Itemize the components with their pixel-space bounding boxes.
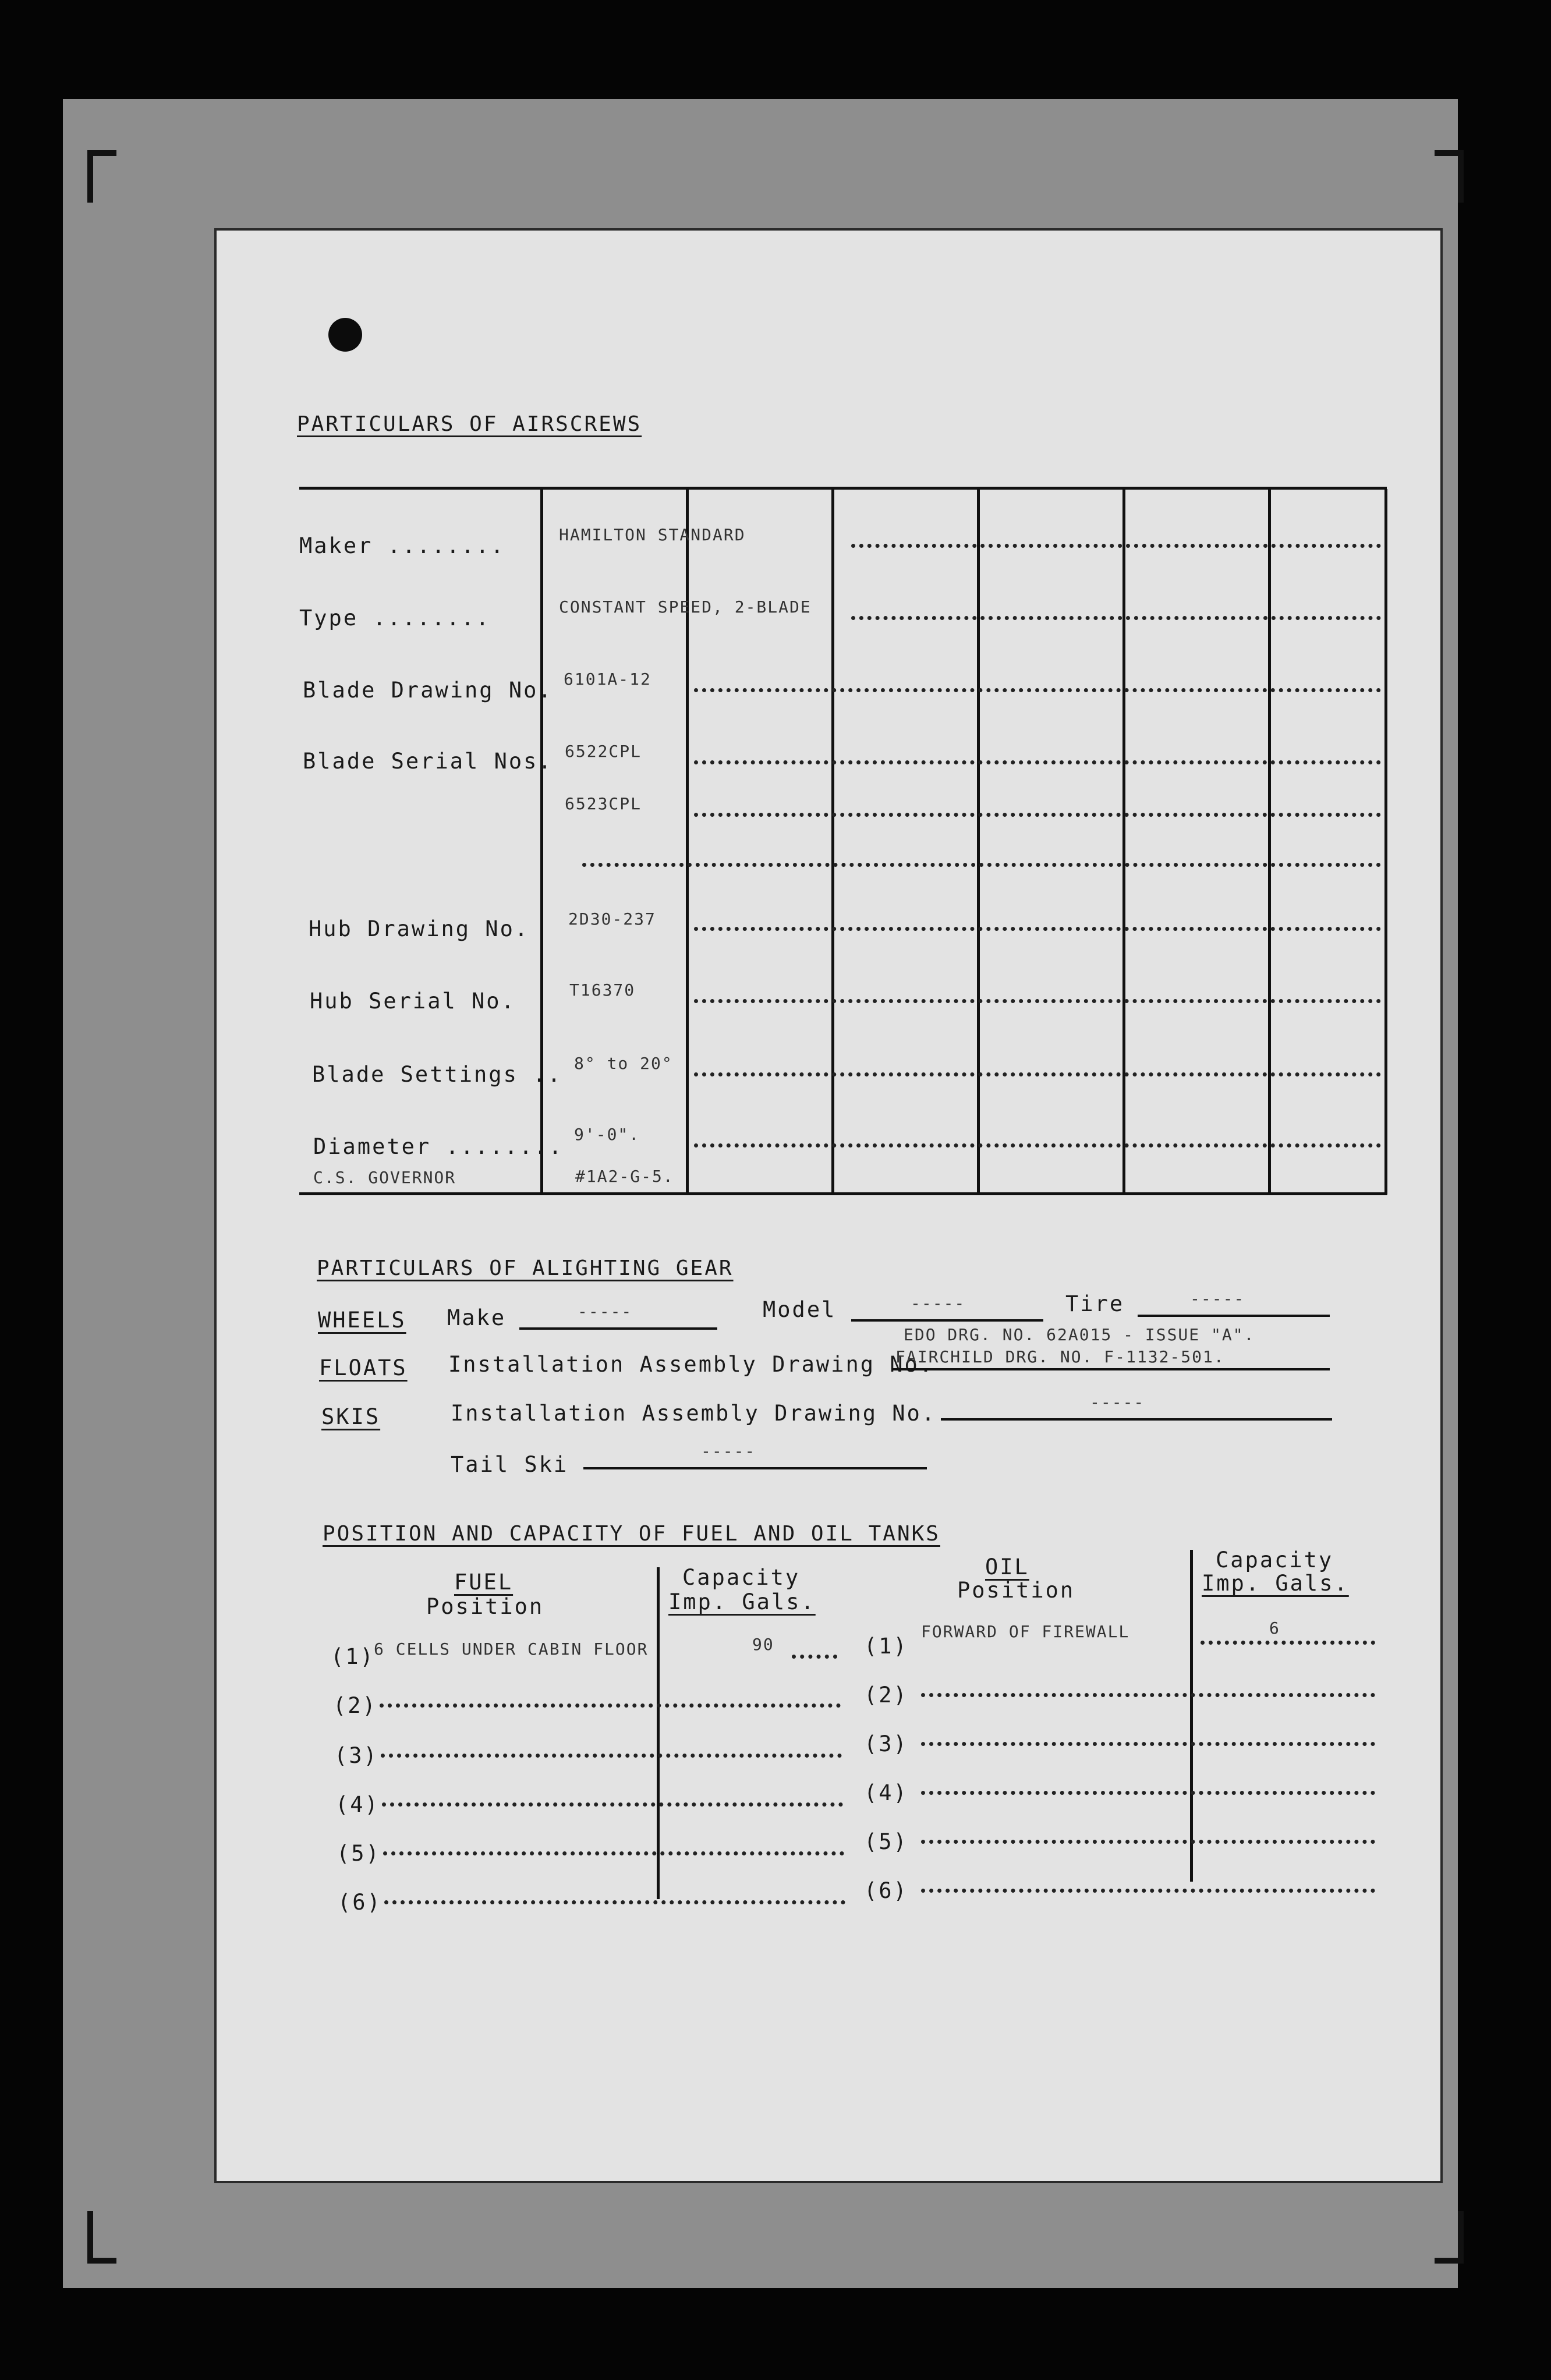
floats-installation-text: Installation Assembly Drawing No. xyxy=(448,1352,934,1377)
table-top-rule xyxy=(299,487,1387,490)
blade-drawing-value: 6101A-12 xyxy=(564,670,651,689)
floats-label: FLOATS xyxy=(319,1355,408,1380)
type-label: Type ........ xyxy=(299,605,491,631)
column-rule xyxy=(977,489,980,1195)
fuel-row-position: 6 CELLS UNDER CABIN FLOOR xyxy=(374,1639,649,1659)
governor-value: #1A2-G-5. xyxy=(575,1167,674,1186)
tail-ski-label: Tail Ski xyxy=(451,1452,569,1477)
wheels-label: WHEELS xyxy=(318,1308,406,1333)
column-rule xyxy=(1122,489,1125,1195)
hub-drawing-label: Hub Drawing No. xyxy=(309,916,530,941)
wheels-model-label: Model xyxy=(763,1297,837,1322)
fuel-capacity-heading: Capacity xyxy=(682,1565,801,1590)
maker-label: Maker ........ xyxy=(299,533,505,558)
skis-installation-text: Installation Assembly Drawing No. xyxy=(451,1401,937,1426)
dotted-rule xyxy=(694,813,1381,817)
floats-edo-drawing: EDO DRG. NO. 62A015 - ISSUE "A". xyxy=(904,1325,1255,1344)
oil-row-capacity: 6 xyxy=(1269,1618,1280,1638)
dotted-rule xyxy=(382,1802,843,1807)
blank-line xyxy=(892,1368,1330,1370)
blade-serial-value: 6522CPL xyxy=(565,742,642,761)
hub-serial-label: Hub Serial No. xyxy=(310,989,516,1014)
alighting-heading: PARTICULARS OF ALIGHTING GEAR xyxy=(317,1256,734,1280)
wheels-make-label: Make xyxy=(447,1305,507,1330)
fuel-row-number: (2) xyxy=(333,1693,377,1718)
fuel-row-capacity: 90 xyxy=(752,1635,774,1654)
crop-mark xyxy=(87,2211,116,2264)
blank-line xyxy=(583,1467,927,1469)
maker-value: HAMILTON STANDARD xyxy=(559,525,746,544)
oil-row-position: FORWARD OF FIREWALL xyxy=(921,1622,1130,1641)
dotted-rule xyxy=(582,863,1381,867)
fuel-row-number: (6) xyxy=(338,1890,382,1915)
wheels-tire-label: Tire xyxy=(1065,1291,1125,1316)
dotted-rule xyxy=(694,1143,1381,1148)
crop-mark xyxy=(87,150,116,203)
blank-line xyxy=(851,1319,1043,1322)
punch-hole xyxy=(328,318,362,352)
dotted-rule xyxy=(921,1889,1375,1893)
dotted-rule xyxy=(694,999,1381,1003)
diameter-value: 9'-0". xyxy=(574,1125,640,1144)
oil-row-number: (6) xyxy=(864,1878,908,1903)
governor-label: C.S. GOVERNOR xyxy=(313,1168,456,1187)
fuel-column-rule xyxy=(657,1567,660,1899)
form-sheet xyxy=(217,231,1440,2181)
dotted-rule xyxy=(694,1072,1381,1076)
dotted-rule xyxy=(384,1900,845,1904)
fuel-title: FUEL xyxy=(454,1570,514,1595)
dotted-rule xyxy=(851,544,1381,548)
fuel-row-number: (4) xyxy=(335,1792,380,1817)
oil-row-number: (1) xyxy=(864,1634,908,1659)
tail-ski-value: ----- xyxy=(701,1442,756,1461)
table-bottom-rule xyxy=(299,1192,1387,1195)
hub-serial-value: T16370 xyxy=(569,980,636,1000)
wheels-make-value: ----- xyxy=(578,1302,633,1321)
column-rule xyxy=(1268,489,1271,1195)
dotted-rule xyxy=(921,1693,1375,1697)
skis-label: SKIS xyxy=(321,1404,381,1429)
crop-mark xyxy=(1435,2211,1464,2264)
type-value: CONSTANT SPEED, 2-BLADE xyxy=(559,597,812,617)
oil-capacity-unit: Imp. Gals. xyxy=(1202,1571,1349,1596)
fuel-capacity-unit: Imp. Gals. xyxy=(668,1589,816,1614)
dotted-rule xyxy=(694,688,1381,692)
wheels-tire-value: ----- xyxy=(1190,1289,1245,1308)
column-rule xyxy=(686,489,689,1195)
dotted-rule xyxy=(694,927,1381,931)
blade-serial-label: Blade Serial Nos. xyxy=(303,749,553,774)
dotted-rule xyxy=(921,1840,1375,1844)
floats-drawing-value: FAIRCHILD DRG. NO. F-1132-501. xyxy=(895,1347,1225,1366)
oil-column-rule xyxy=(1190,1550,1193,1882)
dotted-rule xyxy=(1201,1641,1375,1645)
crop-mark xyxy=(1435,150,1464,203)
oil-row-number: (4) xyxy=(864,1780,908,1805)
airscrews-heading: PARTICULARS OF AIRSCREWS xyxy=(297,412,642,436)
skis-drawing-value: ----- xyxy=(1090,1393,1145,1412)
fuel-row-number: (5) xyxy=(337,1841,381,1866)
dotted-rule xyxy=(921,1742,1375,1746)
dotted-rule xyxy=(792,1655,837,1659)
blade-drawing-label: Blade Drawing No. xyxy=(303,678,553,703)
fuel-position-heading: Position xyxy=(426,1594,544,1619)
dotted-rule xyxy=(921,1791,1375,1795)
column-rule xyxy=(1384,489,1387,1195)
hub-drawing-value: 2D30-237 xyxy=(568,909,656,929)
blank-line xyxy=(519,1327,717,1330)
tanks-heading: POSITION AND CAPACITY OF FUEL AND OIL TANKS xyxy=(323,1522,940,1546)
oil-position-heading: Position xyxy=(957,1578,1075,1603)
blank-line xyxy=(1138,1315,1330,1317)
dotted-rule xyxy=(383,1851,844,1855)
dotted-rule xyxy=(851,616,1381,620)
oil-row-number: (5) xyxy=(864,1829,908,1854)
oil-row-number: (3) xyxy=(864,1731,908,1756)
oil-row-number: (2) xyxy=(864,1683,908,1708)
column-rule xyxy=(540,489,543,1195)
oil-title: OIL xyxy=(985,1554,1029,1579)
blade-serial-value-2: 6523CPL xyxy=(565,794,642,813)
fuel-row-number: (1) xyxy=(331,1644,375,1669)
blade-settings-label: Blade Settings .. xyxy=(312,1062,562,1087)
oil-capacity-heading: Capacity xyxy=(1216,1547,1334,1572)
column-rule xyxy=(831,489,834,1195)
blank-line xyxy=(941,1418,1332,1421)
diameter-label: Diameter ........ xyxy=(313,1134,564,1159)
dotted-rule xyxy=(380,1703,841,1708)
blade-settings-value: 8° to 20° xyxy=(574,1054,673,1073)
dotted-rule xyxy=(381,1754,842,1758)
wheels-model-value: ----- xyxy=(911,1294,966,1313)
fuel-row-number: (3) xyxy=(334,1743,378,1768)
dotted-rule xyxy=(694,760,1381,764)
